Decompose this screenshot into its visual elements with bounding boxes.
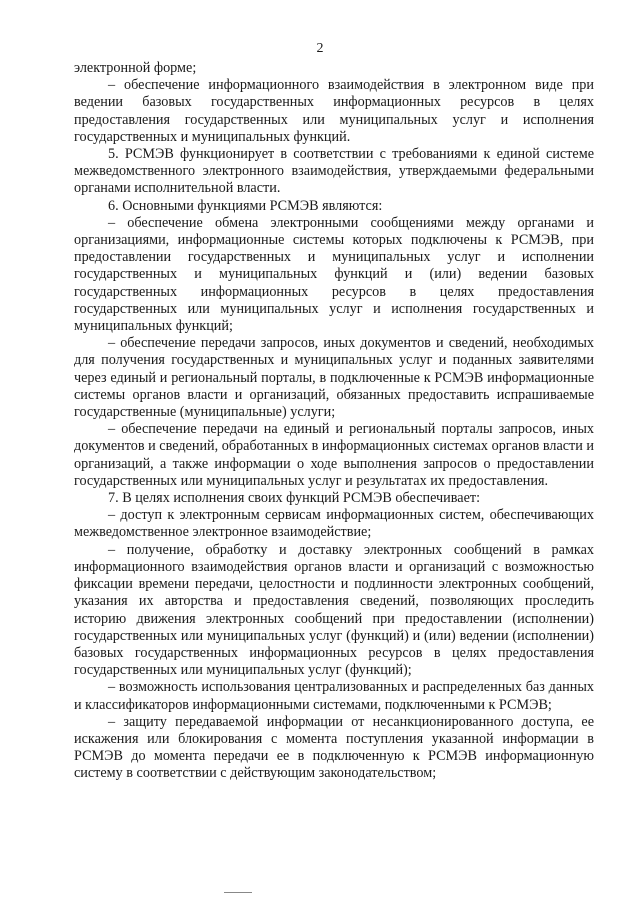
paragraph: 7. В целях исполнения своих функций РСМЭВ обеспечивает: — [108, 490, 481, 507]
paragraph: – обеспечение передачи запросов, иных документов и сведений, необходимых для получения государственных и муниципальных услуг и поданных заявителями через единый и региональный порталы, в подключенные к РСМЭВ информационные системы органов власти и организаций, обязанных предоставить испрашиваемые государственные (муниципальные) услуги; — [74, 335, 594, 421]
paragraph: – обеспечение информационного взаимодействия в электронном виде при ведении базовых государственных информационных ресурсов в целях предоставления государственных или муниципальных услуг и исполнения государственных и муниципальных функций. — [74, 77, 594, 145]
paragraph: – обеспечение передачи на единый и региональный порталы запросов, иных документов и сведений, обработанных в информационных системах органов власти и организаций, а также информации о ходе выполнения запросов о предоставлении государственных или муниципальных услуг и результатах их предоставления. — [74, 421, 594, 489]
paragraph: 5. РСМЭВ функционирует в соответствии с требованиями к единой системе межведомственного электронного взаимодействия, утверждаемыми федеральными органами исполнительной власти. — [74, 146, 594, 197]
paragraph: – обеспечение обмена электронными сообщениями между органами и организациями, информационные системы которых подключены к РСМЭВ, при предоставлении государственных и муниципальных услуг и исполнении государственных и муниципальных функций и (или) ведении базовых государственных информационных ресурсов в целях предоставления государственных или муниципальных услуг и исполнения государственных и муниципальных функций; — [74, 214, 594, 335]
paragraph: 6. Основными функциями РСМЭВ являются: — [108, 197, 383, 214]
paragraph: электронной форме; — [74, 60, 197, 76]
footer-divider — [224, 892, 252, 893]
paragraph: – доступ к электронным сервисам информационных систем, обеспечивающих межведомственное электронное взаимодействие; — [74, 507, 594, 541]
page-body — [74, 60, 594, 783]
paragraph: – возможность использования централизованных и распределенных баз данных и классификаторов информационными системами, подключенными к РСМЭВ; — [74, 679, 594, 713]
paragraph: – защиту передаваемой информации от несанкционированного доступа, ее искажения или блокирования с момента поступления указанной информации в РСМЭВ до момента передачи ее в подключенную к РСМЭВ информационную систему в соответствии с действующим законодательством; — [74, 713, 594, 782]
paragraph: – получение, обработку и доставку электронных сообщений в рамках информационного взаимодействия органов власти и организаций с возможностью фиксации времени передачи, целостности и подлинности электронных сообщений, указания их авторства и предоставления сведений, позволяющих проследить историю движения электронных сообщений при предоставлении (исполнении) государственных или муниципальных услуг (функций) и (или) ведении (исполнении) базовых государственных информационных ресурсов в целях предоставления государственных или муниципальных услуг (функций); — [74, 541, 594, 679]
page-number: 2 — [316, 41, 324, 56]
